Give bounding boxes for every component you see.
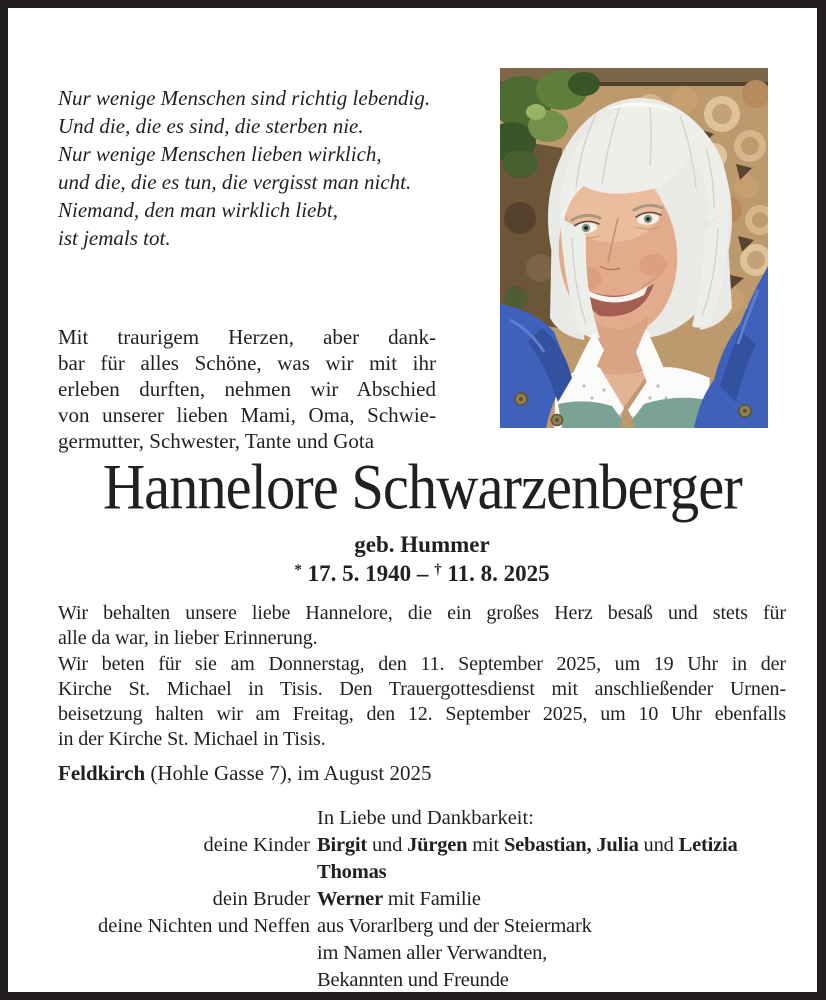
intro-paragraph [58,324,436,454]
family-heading: In Liebe und Dankbarkeit: [317,806,534,829]
family-connector-text: mit [467,833,504,856]
text-line: beisetzung halten wir am Freitag, den 12. September 2025, um 10 Uhr ebenfalls [58,703,786,726]
portrait-photo [500,68,768,428]
dateline-place: Feldkirch [58,760,146,785]
text-line: Nur wenige Menschen sind richtig lebendig. [58,86,431,110]
obituary-card [8,8,817,992]
family-row [58,940,786,967]
birth-date: 17. 5. 1940 [307,561,412,586]
family-section [58,805,786,994]
death-date: 11. 8. 2025 [447,561,550,586]
text-line: von unserer lieben Mami, Oma, Schwie- [58,403,436,427]
text-line: Wir beten für sie am Donnerstag, den 11. September 2025, um 19 Uhr in der [58,652,786,675]
family-connector-text: im Namen aller Verwandten, [317,941,548,964]
family-row [58,859,786,886]
family-relation-label [58,859,310,886]
maiden-name: geb. Hummer [354,532,490,557]
name-block [58,450,786,587]
family-names [317,859,386,886]
family-names [317,940,547,967]
text-line: ist jemals tot. [58,226,171,250]
family-member-name: Thomas [317,860,387,883]
family-row [58,886,786,913]
family-names [317,913,592,940]
announcement-paragraph-1 [58,601,786,652]
dateline-rest: (Hohle Gasse 7), im August 2025 [150,760,432,785]
memorial-poem [58,84,458,252]
family-connector-text: aus Vorarlberg und der Steiermark [317,914,592,937]
text-line: bar für alles Schöne, was wir mit ihr [58,351,436,375]
life-dates [58,557,786,587]
text-line: und die, die es tun, die vergisst man nicht. [58,170,412,194]
family-member-name: Birgit [317,833,368,856]
announcement-paragraph-2 [58,652,786,753]
family-relation-label: deine Nichten und Neffen [98,914,310,937]
family-names [317,832,738,859]
text-line: Und die, die es sind, die sterben nie. [58,114,364,138]
birth-star-symbol: * [294,562,302,578]
dateline [58,761,786,785]
family-connector-text: und [638,833,679,856]
family-member-name: Werner [317,887,383,910]
text-line: Kirche St. Michael in Tisis. Den Trauergottesdienst mit anschließender Urnen- [58,677,786,700]
dates-separator: – [416,561,429,586]
text-line: Niemand, den man wirklich liebt, [58,198,338,222]
family-relation-label [58,967,310,994]
family-relation-label: deine Kinder [203,833,310,856]
text-line: alle da war, in lieber Erinnerung. [58,627,318,650]
family-row [58,913,786,940]
family-rows [58,832,786,994]
family-member-name: Letizia [678,833,738,856]
deceased-name [58,450,786,523]
family-relation-label: dein Bruder [212,887,310,910]
death-cross-symbol: † [434,562,442,578]
family-connector-text: Bekannten und Freunde [317,968,509,991]
deceased-name-text: Hannelore Schwarzenberger [102,450,742,523]
text-line: Mit traurigem Herzen, aber dank- [58,325,436,349]
family-names [317,886,481,913]
text-line: Nur wenige Menschen lieben wirklich, [58,142,382,166]
family-names [317,967,509,994]
family-row [58,832,786,859]
text-line: Wir behalten unsere liebe Hannelore, die ein großes Herz besaß und stets für [58,602,786,624]
family-relation-label [58,940,310,967]
family-member-name: Jürgen [407,833,468,856]
text-line: in der Kirche St. Michael in Tisis. [58,728,326,751]
family-member-name: Sebastian, Julia [503,833,639,856]
family-row [58,967,786,994]
family-connector-text: und [367,833,408,856]
family-connector-text: mit Familie [382,887,481,910]
text-line: germutter, Schwester, Tante und Gota [58,429,375,453]
text-line: erleben durften, nehmen wir Abschied [58,377,436,401]
